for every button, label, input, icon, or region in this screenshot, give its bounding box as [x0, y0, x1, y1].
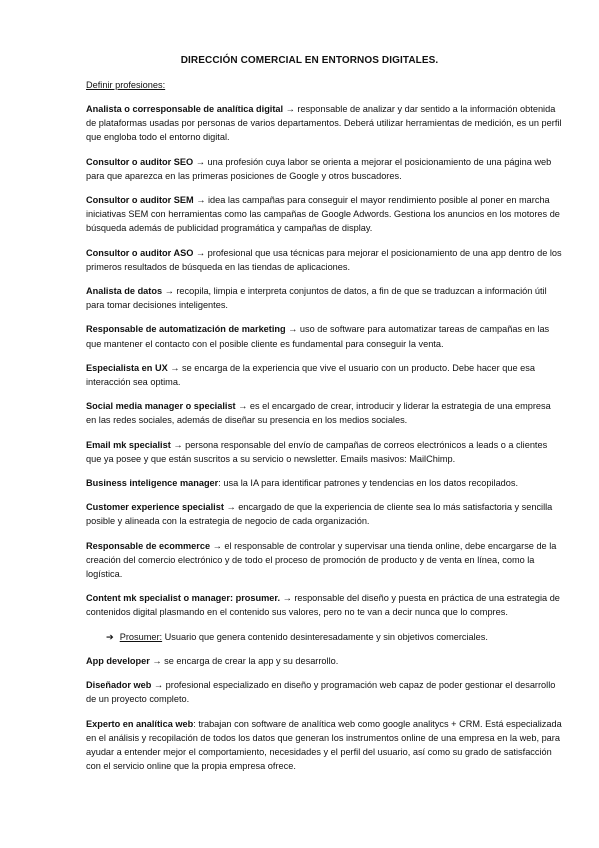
definition-term: Business inteligence manager [86, 478, 219, 489]
definition-entry [86, 717, 563, 774]
definition-entry [86, 476, 563, 490]
arrow-bullet-icon: ➔ [106, 631, 114, 642]
definition-separator: → [280, 593, 295, 604]
definition-text: profesional especializado en diseño y programación web capaz de poder gestionar el desarrollo de un proyecto completo. [86, 680, 556, 705]
definition-text: se encarga de crear la app y su desarrollo. [164, 655, 339, 666]
definition-entry [86, 399, 563, 427]
definition-text: recopila, limpia e interpreta conjuntos de datos, a fin de que se traduzcan a información útil para tomar decisiones inteligentes. [86, 286, 547, 311]
definition-separator: → [162, 286, 177, 297]
definition-text: una profesión cuya labor se orienta a mejorar el posicionamiento de una página web para que aparezca en las primeras posiciones de Google y otros buscadores. [86, 156, 552, 181]
definition-separator: → [193, 156, 208, 167]
definition-separator: → [283, 104, 298, 114]
definition-entry [86, 678, 563, 706]
definition-term: Especialista en UX [86, 362, 168, 373]
definition-separator: → [210, 540, 225, 551]
definition-separator: : [193, 718, 199, 729]
definition-separator: → [235, 401, 250, 412]
definition-text: trabajan con software de analítica web como google analitycs + CRM. Está especializada en el análisis y recopilación de todos los datos que generan los instrumentos online de una empresa en la web, para ayudar a entender mejor el comportamiento, necesidades y el perfil del usuario, así como su grado de satisfacción con el servicio online que la propia empresa ofrece. [86, 718, 562, 772]
definition-text: responsable del diseño y puesta en práctica de una estrategia de contenidos digital plasmando en el contenido sus valores, pero no te van a decir nunca que lo compres. [86, 593, 560, 618]
definition-separator: → [170, 439, 186, 450]
definition-separator: → [167, 362, 183, 373]
definition-text: el responsable de controlar y supervisar una tienda online, debe encargarse de la creación del comercio electrónico y de todo el proceso de promoción de producto y de venta en línea, como la logística. [86, 540, 557, 580]
definition-entry [86, 654, 563, 668]
definition-term: Content mk specialist o manager: prosumer. [86, 593, 281, 604]
definition-entry [86, 500, 563, 528]
definition-entry [86, 438, 563, 466]
definition-text: profesional que usa técnicas para mejorar el posicionamiento de una app dentro de los primeros resultados de búsqueda en las tiendas de aplicaciones. [86, 247, 562, 272]
definition-text: usa la IA para identificar patrones y tendencias en los datos recopilados. [223, 478, 519, 489]
definition-entry [86, 193, 563, 236]
definition-term: Email mk specialist [86, 439, 171, 450]
document-title: DIRECCIÓN COMERCIAL EN ENTORNOS DIGITALES. [180, 55, 439, 66]
definition-separator: → [193, 195, 208, 206]
definition-entry [86, 155, 563, 183]
definition-entry [86, 284, 563, 312]
definition-term: Responsable de ecommerce [86, 540, 211, 551]
definition-entry [86, 322, 563, 350]
definition-text: se encarga de la experiencia que vive el usuario con un producto. Debe hacer que esa interacción sea optima. [86, 362, 535, 388]
definition-separator: : [218, 478, 224, 489]
definition-term: Customer experience specialist [86, 502, 224, 513]
definition-term: Analista o corresponsable de analítica digital [86, 104, 284, 114]
definition-term: Responsable de automatización de marketing [86, 324, 286, 335]
definition-text: es el encargado de crear, introducir y liderar la estrategia de una empresa en las redes sociales, además de diseñar su presencia en los medios sociales. [86, 401, 551, 426]
definition-separator: → [285, 324, 300, 335]
definition-separator: → [149, 655, 165, 666]
entries-list-after [86, 654, 563, 773]
definition-term: Social media manager o specialist [86, 401, 236, 412]
definition-term: Consultor o auditor SEO [86, 156, 194, 167]
section-label: Definir profesiones: [86, 80, 166, 90]
sub-entry-text: Usuario que genera contenido desinteresadamente y sin objetivos comerciales. [162, 631, 488, 642]
definition-text: idea las campañas para conseguir el mayor rendimiento posible al poner en marcha iniciativas SEM con herramientas como las campañas de Google Adwords. Gestiona los anuncios en los motores de búsqueda además de publicidad programática y campañas de display. [86, 195, 560, 234]
entries-list [86, 102, 563, 620]
definition-term: Analista de datos [86, 286, 163, 297]
definition-text: responsable de analizar y dar sentido a la información obtenida de plataformas usadas por personas de varios departamentos. Deberá utilizar herramientas de medición, es un perfil que engloba todo el entorno digital. [86, 104, 562, 143]
definition-term: Diseñador web [86, 680, 152, 691]
definition-term: Consultor o auditor ASO [86, 247, 194, 258]
definition-text: encargado de que la experiencia de cliente sea lo más satisfactoria y sencilla posible y alineada con la estrategia de negocio de cada organización. [86, 502, 553, 527]
definition-text: persona responsable del envío de campañas de correos electrónicos a leads o a clientes que ya posee y que están suscritos a su servicio o newsletter. Emails masivos: MailChimp. [86, 439, 548, 464]
definition-entry [86, 591, 563, 619]
definition-entry [86, 102, 563, 145]
definition-entry [86, 539, 563, 582]
definition-term: App developer [86, 655, 150, 666]
sub-entry-prosumer [106, 630, 563, 644]
definition-entry [86, 246, 563, 274]
definition-separator: → [193, 247, 208, 258]
definition-separator: → [223, 502, 239, 513]
definition-text: uso de software para automatizar tareas de campañas en las que mantener el contacto con el posible cliente es fundamental para conseguir la venta. [86, 324, 550, 349]
definition-term: Experto en analítica web [86, 718, 194, 729]
definition-separator: → [151, 680, 166, 691]
definition-entry [86, 361, 563, 389]
sub-entry-term: Prosumer: [119, 631, 163, 642]
definition-term: Consultor o auditor SEM [86, 195, 194, 206]
